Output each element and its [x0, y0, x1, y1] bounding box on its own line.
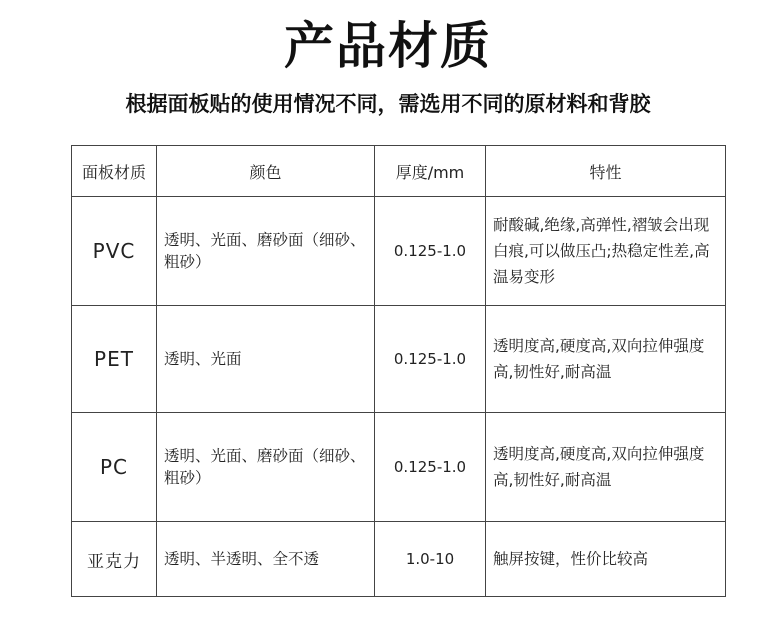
cell-material: PVC — [72, 197, 157, 306]
cell-thickness: 0.125-1.0 — [375, 197, 486, 306]
cell-thickness: 0.125-1.0 — [375, 306, 486, 413]
page-subtitle: 根据面板贴的使用情况不同，需选用不同的原材料和背胶 — [125, 92, 651, 116]
header-color: 颜色 — [157, 146, 375, 197]
header-thickness: 厚度/mm — [375, 146, 486, 197]
table-row — [72, 522, 726, 597]
cell-material: 亚克力 — [72, 522, 157, 597]
header-properties: 特性 — [486, 146, 726, 197]
cell-thickness: 0.125-1.0 — [375, 413, 486, 522]
material-spec-table — [71, 145, 726, 597]
table-header-row — [72, 146, 726, 197]
cell-color: 透明、光面 — [157, 306, 375, 413]
cell-properties: 透明度高,硬度高,双向拉伸强度高,韧性好,耐高温 — [486, 413, 726, 522]
cell-properties: 透明度高,硬度高,双向拉伸强度高,韧性好,耐高温 — [486, 306, 726, 413]
cell-thickness: 1.0-10 — [375, 522, 486, 597]
cell-material: PET — [72, 306, 157, 413]
table-row — [72, 197, 726, 306]
cell-color: 透明、半透明、全不透 — [157, 522, 375, 597]
cell-color: 透明、光面、磨砂面（细砂、粗砂） — [157, 413, 375, 522]
cell-color: 透明、光面、磨砂面（细砂、粗砂） — [157, 197, 375, 306]
header-material: 面板材质 — [72, 146, 157, 197]
cell-material: PC — [72, 413, 157, 522]
table-row — [72, 306, 726, 413]
cell-properties: 触屏按键，性价比较高 — [486, 522, 726, 597]
cell-properties: 耐酸碱,绝缘,高弹性,褶皱会出现白痕,可以做压凸;热稳定性差,高温易变形 — [486, 197, 726, 306]
page-title: 产品材质 — [284, 17, 492, 75]
table-row — [72, 413, 726, 522]
